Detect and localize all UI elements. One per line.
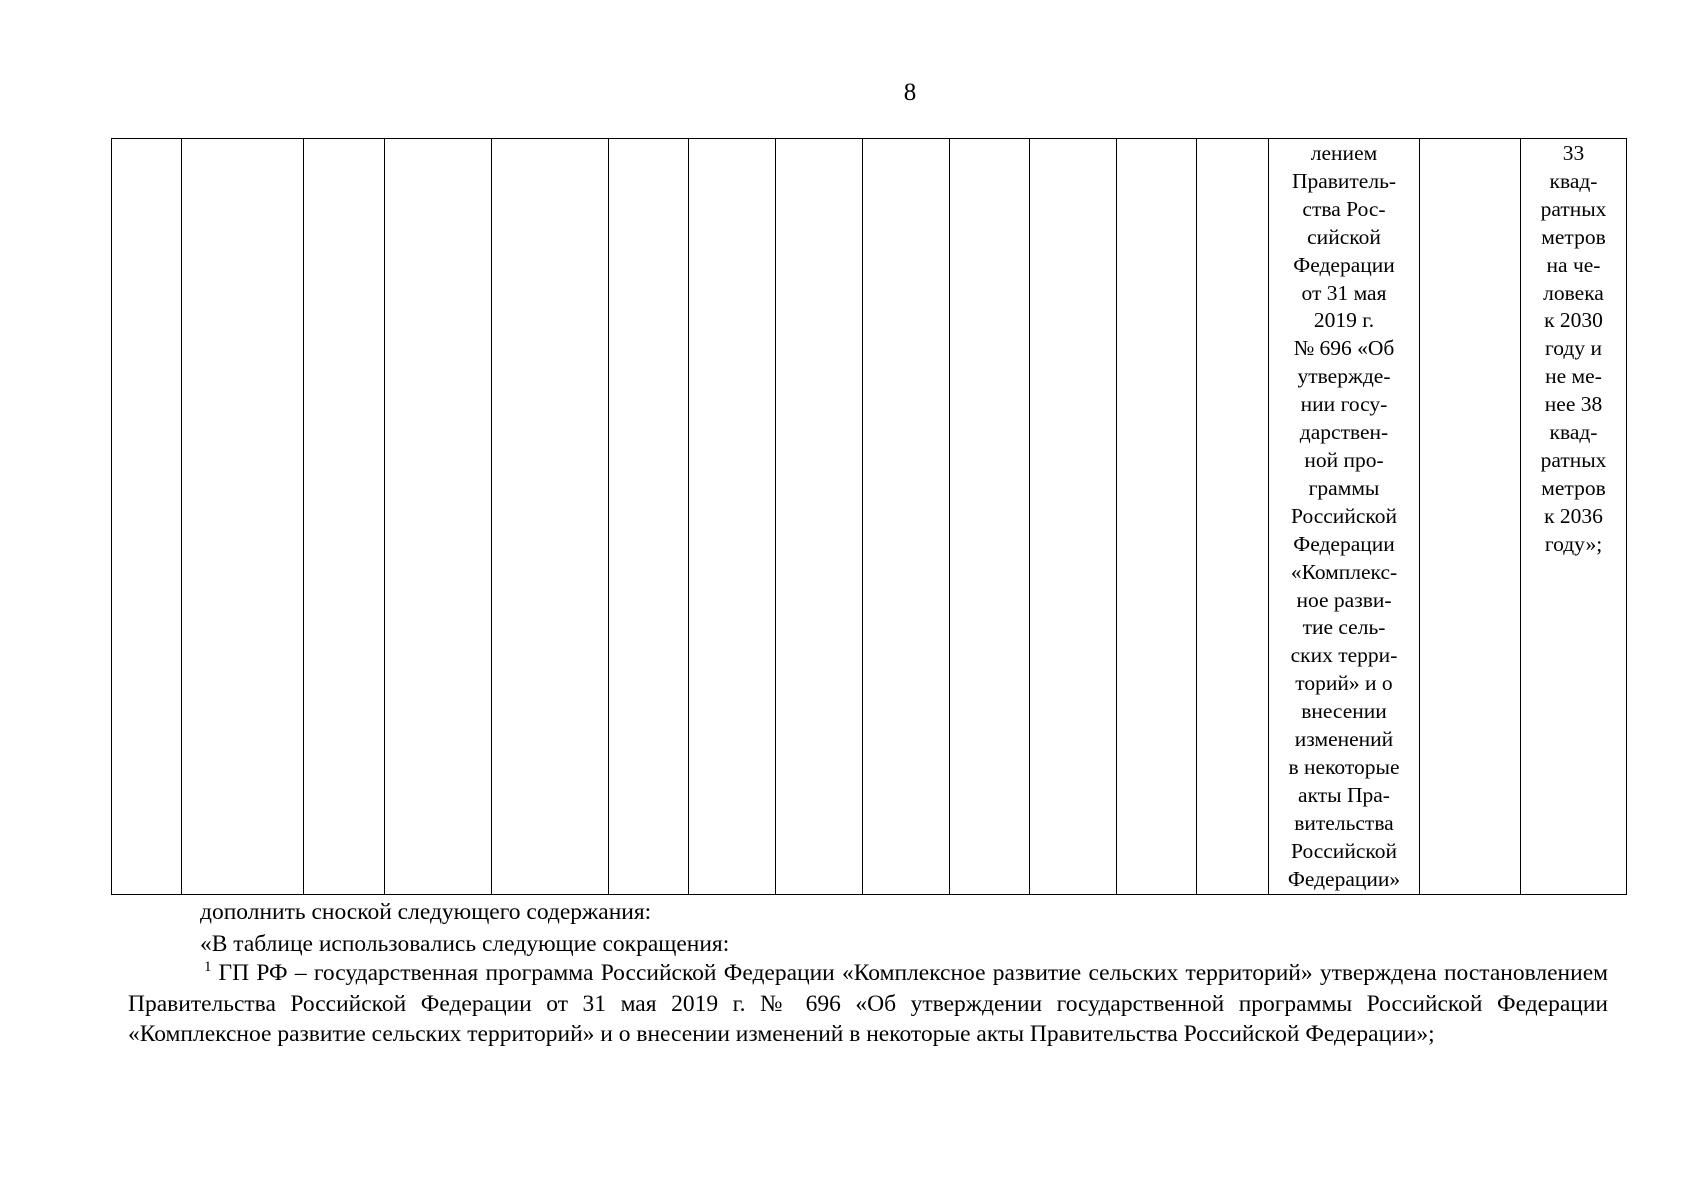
target-value-text: 33 квад- ратных метров на че- ловека к 2030 году и не ме- нее 38 квад- ратных метров к 2036 году»; [1540,141,1607,556]
table-cell-empty [863,139,950,895]
table-cell-empty [1197,139,1269,895]
table-cell-empty [492,139,609,895]
table-cell-empty [950,139,1030,895]
table-cell-empty [1030,139,1117,895]
table-cell-law-reference [1269,139,1420,895]
table-cell-empty [1420,139,1521,895]
page-number: 8 [903,79,917,106]
footnote-marker: 1 [204,959,212,975]
law-reference-text: лением Правитель- ства Рос- сийской Федерации от 31 мая 2019 г. № 696 «Об утвержде- нии госу- дарствен- ной про- граммы Российской Федерации «Комплекс- ное разви- тие сель- ских терри- торий» и о внесении изменений в некоторые акты Пра- вительства Российской Федерации» [1287,141,1401,891]
table-cell-empty [112,139,182,895]
continuation-table [111,138,1627,895]
table-cell-empty [304,139,385,895]
footnote-intro-line: дополнить сноской следующего содержания: [200,899,652,925]
table-cell-empty [609,139,689,895]
footnote-text: ГП РФ – государственная программа Российской Федерации «Комплексное развитие сельских территорий» утверждена постановлением Правительства Российской Федерации от 31 мая 2019 г. № 696 «Об утверждении государственной программы Российской Федерации «Комплексное развитие сельских территорий» и о внесении изменений в некоторые акты Правительства Российской Федерации»; [128,960,1608,1047]
table-row [112,139,1627,895]
table-cell-empty [182,139,304,895]
footnote-paragraph [128,958,1608,1050]
table-cell-empty [385,139,492,895]
abbreviations-heading: «В таблице использовались следующие сокращения: [200,931,730,957]
table-cell-empty [689,139,776,895]
table-cell-empty [776,139,863,895]
table-cell-target-value [1521,139,1627,895]
table-cell-empty [1117,139,1197,895]
